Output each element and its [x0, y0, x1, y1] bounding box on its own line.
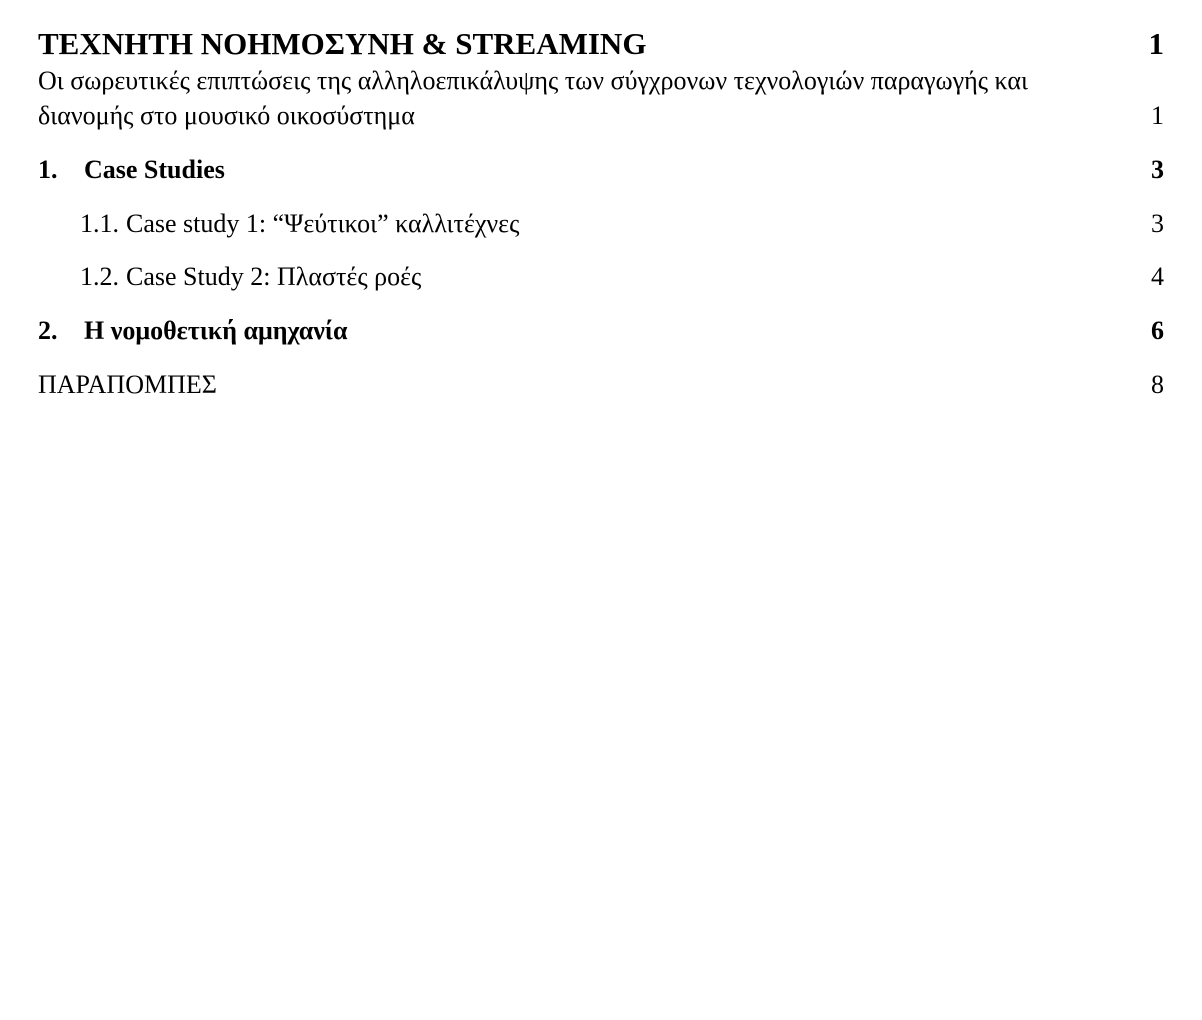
- toc-entry-label: Case Studies: [84, 155, 225, 184]
- toc-entry-legislative[interactable]: [38, 313, 1164, 348]
- toc-entry-page-number: 3: [1151, 155, 1164, 184]
- toc-entry-number: 2.: [38, 316, 58, 345]
- toc-entry-label: Case Study 2: Πλαστές ροές: [126, 262, 422, 291]
- toc-entry-references[interactable]: [38, 367, 1164, 402]
- toc-entry-label: Η νομοθετική αμηχανία: [84, 316, 348, 345]
- toc-entry-case-studies[interactable]: [38, 152, 1164, 187]
- toc-entry-number: 1.2.: [80, 262, 119, 291]
- table-of-contents: [38, 24, 1164, 402]
- toc-entry-label: Case study 1: “Ψεύτικοι” καλλιτέχνες: [126, 209, 520, 238]
- toc-subtitle: Οι σωρευτικές επιπτώσεις της αλληλοεπικάλυψης των σύγχρονων τεχνολογιών παραγωγής και διανομής στο μουσικό οικοσύστημα: [38, 66, 1029, 130]
- toc-entry-page-number: 6: [1151, 316, 1164, 345]
- toc-subtitle-page-number: 1: [1151, 101, 1164, 130]
- toc-entry-page-number: 4: [1151, 262, 1164, 291]
- toc-entry-case-study-2[interactable]: [38, 259, 1164, 294]
- toc-title: ΤΕΧΝΗΤΗ ΝΟΗΜΟΣΥΝΗ & STREAMING: [38, 26, 647, 61]
- toc-entry-label: ΠΑΡΑΠΟΜΠΕΣ: [38, 370, 217, 399]
- toc-entry-case-study-1[interactable]: [38, 206, 1164, 241]
- toc-entry-page-number: 3: [1151, 209, 1164, 238]
- toc-subtitle-row[interactable]: [38, 63, 1164, 133]
- toc-entry-number: 1.1.: [80, 209, 119, 238]
- toc-entry-page-number: 8: [1151, 370, 1164, 399]
- toc-entry-number: 1.: [38, 155, 58, 184]
- toc-title-row[interactable]: [38, 24, 1164, 64]
- toc-title-page-number: 1: [1148, 26, 1164, 61]
